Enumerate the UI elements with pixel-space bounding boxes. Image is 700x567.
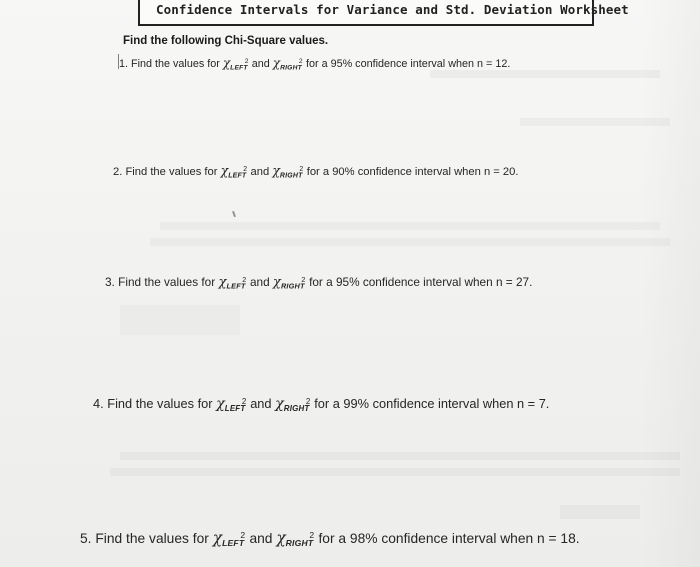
worksheet-instruction: Find the following Chi-Square values. bbox=[123, 35, 329, 47]
chi-square-superscript: 2 bbox=[240, 530, 246, 541]
question-number: 4. bbox=[93, 396, 104, 411]
worksheet-title: Confidence Intervals for Variance and Std. Deviation Worksheet bbox=[156, 2, 629, 17]
chi-square-superscript: 2 bbox=[301, 275, 306, 284]
question-suffix: for a 90% confidence interval when n = 20. bbox=[306, 166, 519, 178]
question-suffix: for a 99% confidence interval when n = 7. bbox=[314, 396, 550, 411]
show-through-decoration bbox=[120, 452, 680, 460]
chi-right-subscript: RIGHT bbox=[280, 64, 302, 72]
question-number: 1. bbox=[119, 58, 129, 70]
chi-square-superscript: 2 bbox=[298, 58, 303, 66]
chi-symbol: χ bbox=[218, 275, 227, 291]
question-connector: and bbox=[251, 58, 270, 70]
question-5 bbox=[80, 529, 580, 548]
question-suffix: for a 95% confidence interval when n = 12. bbox=[305, 58, 511, 70]
chi-symbol: χ bbox=[272, 275, 281, 291]
chi-symbol: χ bbox=[220, 163, 229, 178]
question-connector: and bbox=[250, 396, 272, 411]
question-connector: and bbox=[249, 531, 273, 546]
question-number: 5. bbox=[80, 531, 92, 546]
chi-left-subscript: LEFT bbox=[224, 403, 246, 413]
chi-square-superscript: 2 bbox=[299, 166, 304, 174]
show-through-decoration bbox=[560, 505, 640, 519]
chi-symbol: χ bbox=[216, 396, 225, 412]
pen-speck bbox=[232, 211, 236, 217]
chi-symbol: χ bbox=[272, 56, 281, 70]
show-through-decoration bbox=[160, 222, 660, 230]
question-prefix: Find the values for bbox=[107, 396, 213, 411]
question-connector: and bbox=[250, 166, 270, 178]
question-prefix: Find the values for bbox=[95, 531, 209, 546]
chi-right-subscript: RIGHT bbox=[279, 172, 303, 180]
chi-right-subscript: RIGHT bbox=[283, 403, 310, 413]
chi-square-superscript: 2 bbox=[309, 530, 315, 541]
chi-symbol: χ bbox=[272, 163, 280, 178]
question-suffix: for a 98% confidence interval when n = 18. bbox=[318, 531, 580, 546]
question-number: 3. bbox=[105, 275, 115, 290]
chi-left-subscript: LEFT bbox=[230, 64, 248, 72]
chi-right-subscript: RIGHT bbox=[285, 537, 314, 548]
question-suffix: for a 95% confidence interval when n = 27. bbox=[309, 275, 533, 290]
chi-right-subscript: RIGHT bbox=[280, 281, 305, 291]
show-through-decoration bbox=[110, 468, 680, 476]
question-number: 2. bbox=[113, 166, 123, 178]
chi-symbol: χ bbox=[222, 56, 231, 70]
question-prefix: Find the values for bbox=[125, 166, 218, 178]
chi-left-subscript: LEFT bbox=[228, 172, 247, 180]
chi-square-superscript: 2 bbox=[305, 396, 311, 406]
chi-square-superscript: 2 bbox=[241, 396, 247, 406]
chi-square-superscript: 2 bbox=[243, 166, 248, 174]
chi-symbol: χ bbox=[212, 529, 223, 547]
chi-left-subscript: LEFT bbox=[222, 537, 245, 548]
chi-square-superscript: 2 bbox=[244, 58, 249, 66]
chi-symbol: χ bbox=[275, 396, 284, 412]
question-1 bbox=[119, 56, 510, 71]
chi-left-subscript: LEFT bbox=[226, 281, 246, 291]
show-through-decoration bbox=[120, 305, 240, 335]
question-3 bbox=[105, 275, 532, 291]
question-prefix: Find the values for bbox=[118, 275, 216, 290]
question-2 bbox=[113, 163, 518, 179]
chi-square-superscript: 2 bbox=[242, 275, 247, 284]
page-shading bbox=[640, 0, 700, 567]
worksheet-title-box bbox=[138, 0, 629, 26]
question-4 bbox=[93, 396, 549, 413]
show-through-decoration bbox=[150, 238, 670, 246]
question-connector: and bbox=[249, 275, 270, 290]
chi-symbol: χ bbox=[276, 529, 286, 547]
question-prefix: Find the values for bbox=[131, 58, 220, 70]
